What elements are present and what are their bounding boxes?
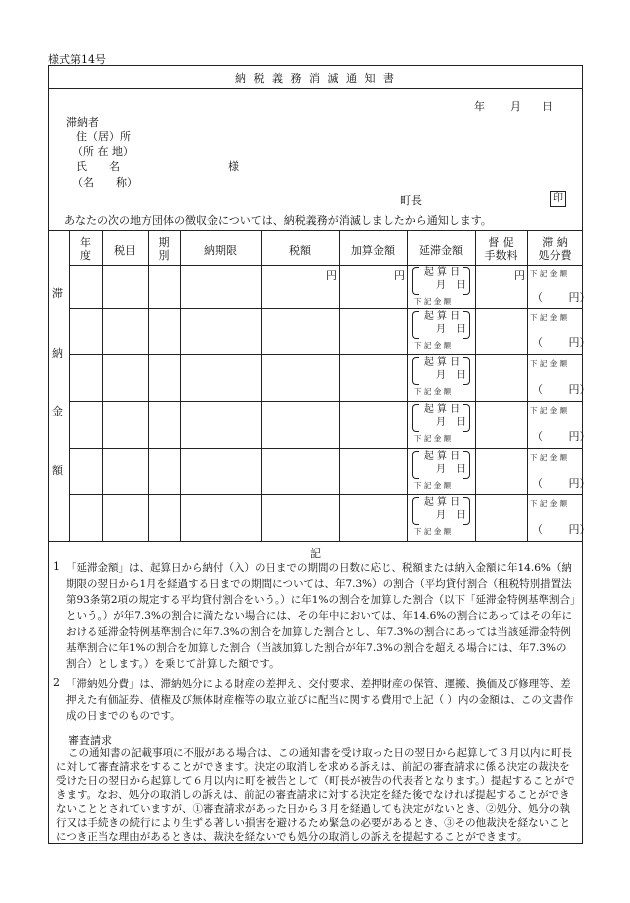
header-nouki: 納期限 (204, 244, 237, 257)
kisan-cell: 起 算 日 月 日 下 記 金 額 (412, 496, 472, 536)
col-divider (475, 230, 476, 541)
shobun-amount: （ 円） (532, 523, 591, 536)
yen-unit-kasan: 円 (394, 269, 405, 282)
table-header-divider (69, 265, 583, 266)
document-title: 納 税 義 務 消 滅 通 知 書 (235, 72, 396, 85)
kaki-kingaku-label: 下 記 金 額 (530, 406, 568, 415)
side-label-char: 納 (52, 347, 63, 360)
review-body: この通知書の記載事項に不服がある場合は、この通知書を受け取った日の翌日から起算して３月以内に町長に対して審査請求をすることができます。決定の取消しを求める訴えは、前記の審査請求に係る決定の裁決を受けた日の翌日から起算して６月以内に町を被告として（町長が被告の代表者となります。）提起することができます。なお、処分の取消しの訴えは、前記の審査請求に対する決定を経た後でなければ提起することができないこととされていますが、①審査請求があった日から３月を経過しても決定がないとき、②処分、処分の執行又は手続きの続行により生ずる著しい損害を避けるため緊急の必要があるとき、③その他裁決を経ないことにつき正当な理由があるときは、裁決を経ないでも処分の取消しの訴えを提起することができます。 (56, 747, 575, 843)
shobun-amount: （ 円） (532, 430, 591, 443)
kaki-kingaku-label: 下 記 金 額 (530, 313, 568, 322)
name-label: 氏 名 (76, 160, 120, 173)
note2-text: 「滞納処分費」は、滞納処分による財産の差押え、交付要求、差押財産の保管、運搬、換価及び修理等、差押えた有価証券、債権及び無体財産権等の取立並びに配当に関する費用で上記（ ）内の金額は、この文書作成の日までのものです。 (66, 678, 574, 722)
kaki-kingaku-label: 下 記 金 額 (530, 453, 568, 462)
kisan-cell: 起 算 日 月 日 下 記 金 額 (412, 450, 472, 490)
review-heading: 審査請求 (68, 734, 112, 747)
corporate-name-label: （名 称） (72, 176, 138, 189)
notes-heading: 記 (310, 547, 321, 560)
yen-unit-tokusoku: 円 (514, 269, 525, 282)
header-kasan: 加算金額 (351, 244, 395, 257)
date-day: 日 (542, 100, 553, 113)
seal-mark: 印 (550, 191, 566, 207)
kisan-cell: 起 算 日 月 日 下 記 金 額 (412, 310, 472, 350)
header-kibetsu: 期 別 (158, 236, 170, 262)
row-divider (69, 448, 583, 449)
col-divider (339, 230, 340, 541)
shobun-amount: （ 円） (532, 383, 591, 396)
table-bottom-border (48, 541, 583, 542)
side-label-char: 金 (52, 405, 63, 418)
addressee-heading: 滞納者 (66, 116, 99, 129)
col-divider (102, 230, 103, 541)
kisan-cell: 起 算 日 月 日 下 記 金 額 (412, 266, 472, 306)
yen-unit-zeigaku: 円 (326, 269, 337, 282)
kaki-kingaku-label: 下 記 金 額 (530, 269, 568, 278)
col-divider (261, 230, 262, 541)
address-label: 住（居）所 (76, 130, 131, 143)
header-zeimoku: 税目 (114, 244, 136, 257)
form-number: 様式第14号 (48, 53, 106, 66)
kaki-kingaku-label: 下 記 金 額 (530, 359, 568, 368)
title-divider (48, 88, 583, 89)
shobun-amount: （ 円） (532, 291, 591, 304)
row-divider (69, 354, 583, 355)
row-divider (69, 494, 583, 495)
header-shobun: 滞 納 処分費 (538, 236, 572, 262)
table-top-border (48, 230, 583, 231)
shobun-amount: （ 円） (532, 336, 591, 349)
header-tokusoku: 督 促 手数料 (484, 236, 518, 262)
col-divider (527, 230, 528, 541)
header-zeigaku: 税額 (289, 244, 311, 257)
side-label-char: 額 (52, 464, 63, 477)
issuer-label: 町長 (400, 194, 422, 207)
kaki-kingaku-label: 下 記 金 額 (530, 499, 568, 508)
note1-text: 「延滞金額」は、起算日から納付（入）の日までの期間の日数に応じ、税額または納入金額に年14.6%（納期限の翌日から1月を経過する日までの期間については、年7.3%）の割合（平均貸付割合（租税特別措置法第93条第2項の規定する平均貸付割合をいう。）に年1%の割合を加算した割合（以下「延滞金特例基準割合」という。）が年7.3%の割合に満たない場合には、その年中においては、年14.6%の割合にあってはその年における延滞金特例基準割合に年7.3%の割合を加算した割合とし、年7.3%の割合にあっては当該延滞金特例基準割合に年1%の割合を加算した割合（当該加算した割合が年7.3%の割合を超える場合には、年7.3%の割合）とします。）を乗じて計算した額です。 (66, 562, 576, 670)
note1-number: 1 (53, 560, 60, 573)
date-year: 年 (474, 100, 485, 113)
col-divider (69, 230, 70, 541)
col-divider (148, 230, 149, 541)
notice-text: あなたの次の地方団体の徴収金については、納税義務が消滅しましたから通知します。 (64, 214, 492, 227)
location-label: （所 在 地） (72, 145, 134, 158)
shobun-amount: （ 円） (532, 477, 591, 490)
header-nendo: 年 度 (80, 236, 91, 262)
row-divider (69, 308, 583, 309)
honorific: 様 (228, 160, 239, 173)
side-label-char: 滞 (52, 287, 63, 300)
header-entai: 延滞金額 (419, 244, 463, 257)
col-divider (180, 230, 181, 541)
note2-number: 2 (53, 676, 60, 689)
kisan-cell: 起 算 日 月 日 下 記 金 額 (412, 356, 472, 396)
kisan-cell: 起 算 日 月 日 下 記 金 額 (412, 403, 472, 443)
col-divider (407, 230, 408, 541)
date-month: 月 (510, 100, 521, 113)
row-divider (69, 401, 583, 402)
